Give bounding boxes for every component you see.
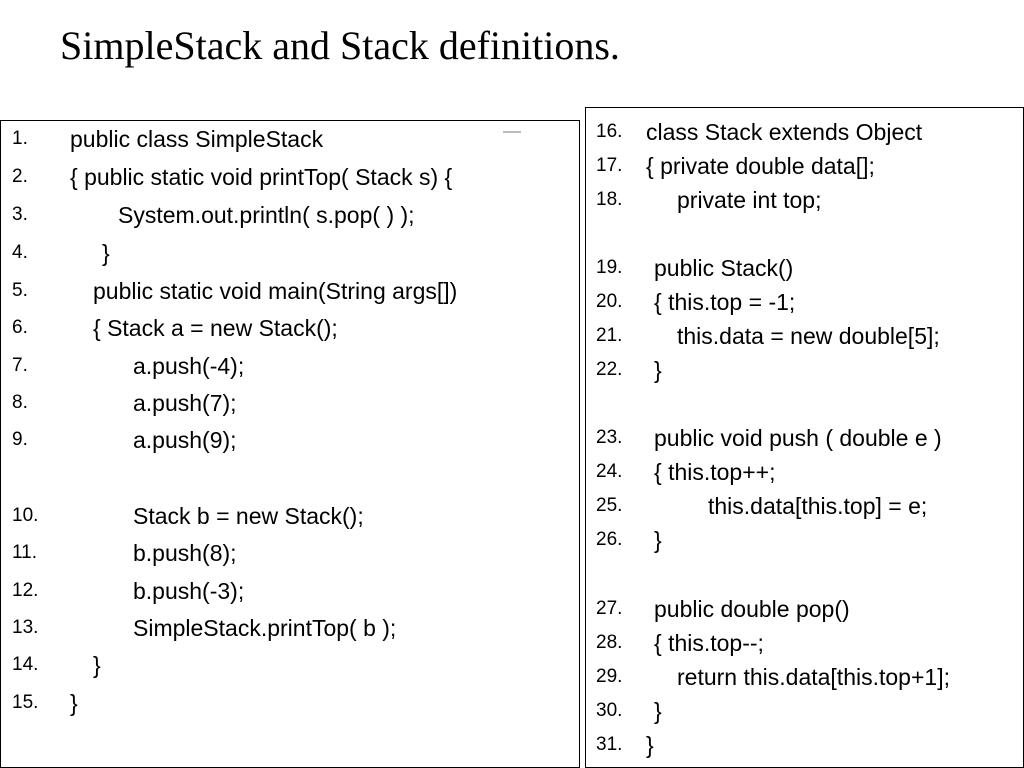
code-text: Stack b = new Stack();: [133, 503, 364, 529]
line-number: 20.: [596, 291, 623, 312]
code-text: }: [654, 527, 662, 553]
line-number: 5.: [12, 280, 28, 301]
line-number: 28.: [596, 632, 623, 653]
line-number: 7.: [12, 355, 28, 376]
code-text: public class SimpleStack: [70, 126, 324, 152]
code-text: public double pop(): [654, 596, 850, 622]
line-number: 17.: [596, 155, 623, 176]
decorative-mark: [503, 131, 521, 133]
code-text: }: [70, 690, 78, 716]
code-text: { this.top--;: [654, 630, 764, 656]
line-number: 19.: [596, 257, 623, 278]
code-text: private int top;: [677, 187, 822, 213]
code-text: }: [93, 652, 101, 678]
code-text: b.push(-3);: [133, 578, 245, 604]
code-text: a.push(9);: [133, 427, 237, 453]
line-number: 23.: [596, 427, 623, 448]
line-number: 25.: [596, 495, 623, 516]
code-text: a.push(-4);: [133, 353, 245, 379]
code-text: this.data[this.top] = e;: [708, 493, 928, 519]
line-number: 22.: [596, 359, 623, 380]
line-number: 8.: [12, 392, 28, 413]
code-text: a.push(7);: [133, 390, 237, 416]
code-text: SimpleStack.printTop( b );: [133, 615, 397, 641]
line-number: 13.: [12, 617, 39, 638]
line-number: 18.: [596, 189, 623, 210]
code-text: class Stack extends Object: [646, 119, 923, 145]
line-number: 3.: [12, 204, 28, 225]
code-text: public void push ( double e ): [654, 425, 942, 451]
line-number: 6.: [12, 317, 28, 338]
code-text: }: [102, 240, 110, 266]
line-number: 26.: [596, 529, 623, 550]
line-number: 1.: [12, 128, 28, 149]
line-number: 27.: [596, 598, 623, 619]
code-text: return this.data[this.top+1];: [677, 664, 950, 690]
line-number: 16.: [596, 121, 623, 142]
code-text: this.data = new double[5];: [677, 323, 940, 349]
line-number: 12.: [12, 580, 39, 601]
code-text: System.out.println( s.pop( ) );: [118, 202, 415, 228]
line-number: 24.: [596, 461, 623, 482]
code-text: public static void main(String args[]): [93, 278, 458, 304]
line-number: 14.: [12, 654, 39, 675]
code-text: { this.top++;: [654, 459, 776, 485]
line-number: 29.: [596, 666, 623, 687]
line-number: 4.: [12, 242, 28, 263]
line-number: 21.: [596, 325, 623, 346]
code-text: public Stack(): [654, 255, 794, 281]
code-text: { private double data[];: [646, 153, 875, 179]
code-text: { public static void printTop( Stack s) {: [70, 164, 453, 190]
line-number: 31.: [596, 734, 623, 755]
slide-title: SimpleStack and Stack definitions.: [60, 23, 620, 68]
code-text: }: [654, 357, 662, 383]
line-number: 11.: [12, 542, 38, 563]
line-number: 10.: [12, 505, 39, 526]
line-number: 2.: [12, 166, 28, 187]
code-text: }: [646, 732, 654, 758]
line-number: 30.: [596, 700, 623, 721]
code-text: b.push(8);: [133, 540, 237, 566]
code-text: { this.top = -1;: [654, 289, 796, 315]
line-number: 9.: [12, 429, 28, 450]
line-number: 15.: [12, 692, 39, 713]
code-text: }: [654, 698, 662, 724]
code-text: { Stack a = new Stack();: [93, 315, 338, 341]
